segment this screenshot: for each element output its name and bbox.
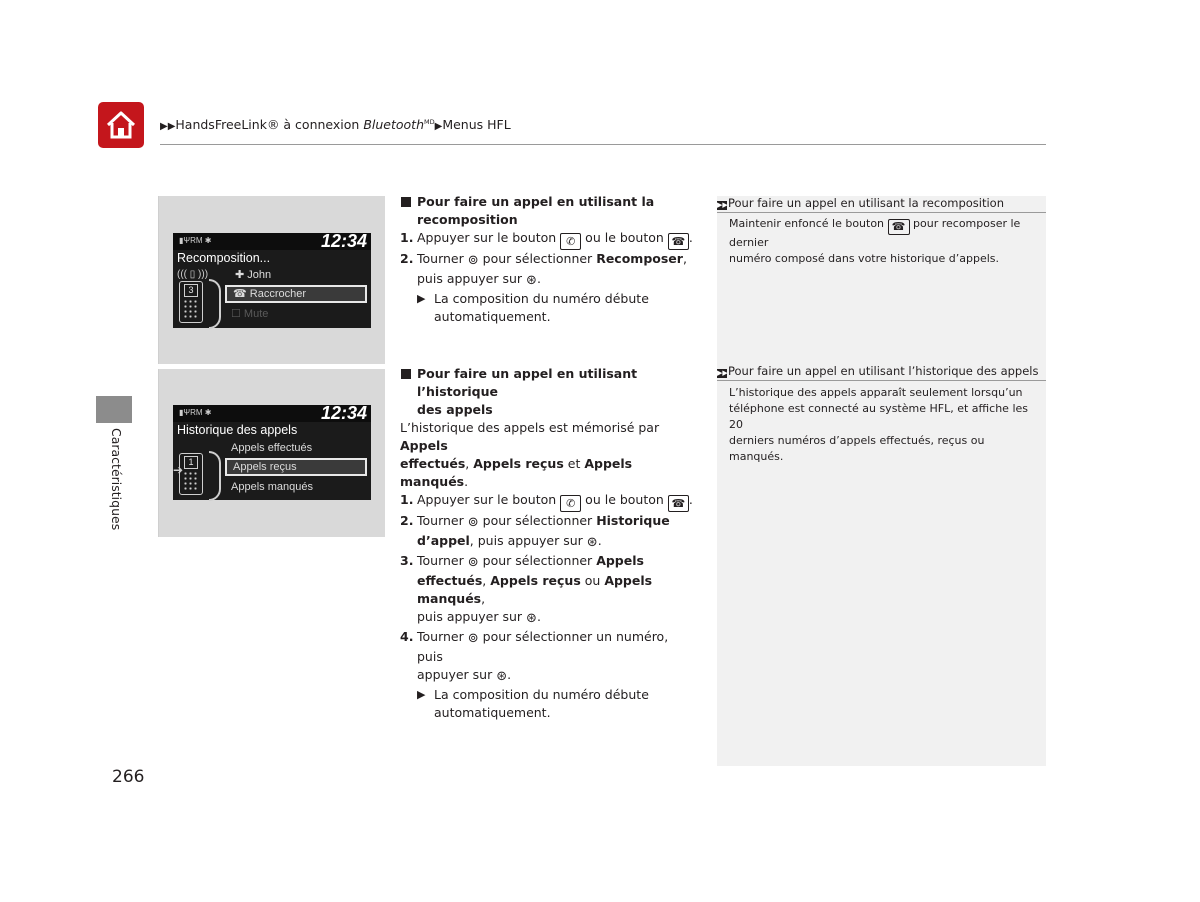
clock: 12:34: [320, 231, 367, 251]
step-4: 4. Tourner ⊚ pour sélectionner un numéro, puis appuyer sur ⊛.: [400, 629, 669, 684]
phone-icon: 1: [179, 453, 203, 495]
screen-row-selected: Appels reçus: [225, 458, 367, 476]
square-bullet-icon: [401, 197, 411, 207]
note-heading[interactable]: ▶▶Pour faire un appel en utilisant l’historique des appels: [717, 364, 1046, 381]
step-1: 1. Appuyer sur le bouton ✆ ou le bouton ☎ .: [400, 492, 693, 510]
figure-historique: [158, 369, 385, 537]
section-recomposition: [400, 193, 695, 326]
section-heading: Pour faire un appel en utilisant l’historique des appels: [400, 365, 695, 419]
step-result: ▶ La composition du numéro débute automatiquement.: [417, 687, 649, 720]
figure-recomposition: [158, 196, 385, 364]
pickup-button-icon: ☎: [888, 219, 910, 235]
header-divider: [160, 144, 1046, 145]
display-screen: [173, 233, 371, 328]
press-knob-icon: ⊛: [526, 273, 537, 288]
result-arrow-icon: ▶: [417, 688, 426, 701]
clock: 12:34: [320, 403, 367, 423]
press-knob-icon: ⊛: [526, 611, 537, 626]
note-text: Maintenir enfoncé le bouton ☎ pour recomposer le dernier numéro composé dans votre historique d’appels.: [729, 217, 1021, 265]
screen-row: Appels effectués: [231, 442, 313, 454]
notes-panel: [717, 196, 1046, 766]
checkbox-icon: ☐: [231, 308, 244, 320]
side-tab-label: Caractéristiques: [109, 428, 124, 531]
press-knob-icon: ⊛: [496, 669, 508, 684]
breadcrumb-part2[interactable]: Menus HFL: [442, 117, 511, 132]
note-marker-icon: ▶▶: [717, 201, 728, 209]
breadcrumb-part1[interactable]: HandsFreeLink® à connexion: [175, 117, 364, 132]
note-heading[interactable]: ▶▶Pour faire un appel en utilisant la recomposition: [717, 196, 1046, 213]
hangup-icon: ☎: [233, 288, 250, 300]
step-1: 1. Appuyer sur le bouton ✆ ou le bouton ☎ .: [400, 230, 693, 248]
note-text: L’historique des appels apparaît seulement lorsqu’un téléphone est connecté au système HFL, et affiche les 20 derniers numéros d’appels effectués, reçus ou manqués.: [729, 386, 1028, 463]
screen-row: ☐ Mute: [231, 308, 269, 320]
side-tab-marker[interactable]: [96, 396, 132, 423]
breadcrumb: ▶▶HandsFreeLink® à connexion Bluetooth$^{MD}$▶Menus HFL: [160, 117, 511, 132]
phone-button-icon: ✆: [560, 495, 581, 512]
status-icons: ▮ΨRM ✱: [179, 408, 212, 417]
rotate-knob-icon: ⊚: [467, 631, 479, 646]
press-knob-icon: ⊛: [586, 535, 598, 550]
rotate-knob-icon: ⊚: [467, 555, 479, 570]
breadcrumb-italic[interactable]: Bluetooth: [363, 117, 424, 132]
screen-row: Appels manqués: [231, 481, 313, 493]
screen-row-selected: ☎ Raccrocher: [225, 285, 367, 303]
page-number: 266: [112, 767, 145, 787]
section-historique: [400, 365, 695, 722]
step-2: 2. Tourner ⊚ pour sélectionner Historique d’appel, puis appuyer sur ⊛.: [400, 513, 670, 550]
square-bullet-icon: [401, 369, 411, 379]
home-icon[interactable]: [98, 102, 144, 148]
arrow-icon: ➔: [173, 463, 184, 477]
rotate-knob-icon: ⊚: [467, 253, 479, 268]
rotate-knob-icon: ⊚: [467, 515, 479, 530]
pickup-button-icon: ☎: [668, 495, 689, 512]
section-heading: Pour faire un appel en utilisant la recomposition: [400, 193, 695, 229]
pickup-button-icon: ☎: [668, 233, 689, 250]
display-screen: [173, 405, 371, 500]
result-arrow-icon: ▶: [417, 292, 426, 305]
screen-row: ✚ John: [235, 269, 272, 281]
step-result: ▶ La composition du numéro débute automatiquement.: [417, 291, 649, 324]
status-icons: ▮ΨRM ✱: [179, 236, 212, 245]
step-3: 3. Tourner ⊚ pour sélectionner Appels effectués, Appels reçus ou Appels manqués, puis appuyer sur ⊛.: [400, 553, 653, 626]
screen-title: Recomposition...: [177, 251, 271, 265]
phone-icon: 3: [179, 281, 203, 323]
phone-button-icon: ✆: [560, 233, 581, 250]
breadcrumb-sup: MD: [424, 117, 435, 126]
step-2: 2. Tourner ⊚ pour sélectionner Recomposer, puis appuyer sur ⊛.: [400, 251, 687, 288]
screen-title: Historique des appels: [177, 423, 298, 437]
contact-icon: ✚: [235, 269, 248, 281]
note-marker-icon: ▶▶: [717, 369, 728, 377]
calling-icon: ((( ▯ ))): [177, 269, 209, 280]
section-intro: L’historique des appels est mémorisé par Appels effectués, Appels reçus et Appels manqués.: [400, 420, 660, 489]
